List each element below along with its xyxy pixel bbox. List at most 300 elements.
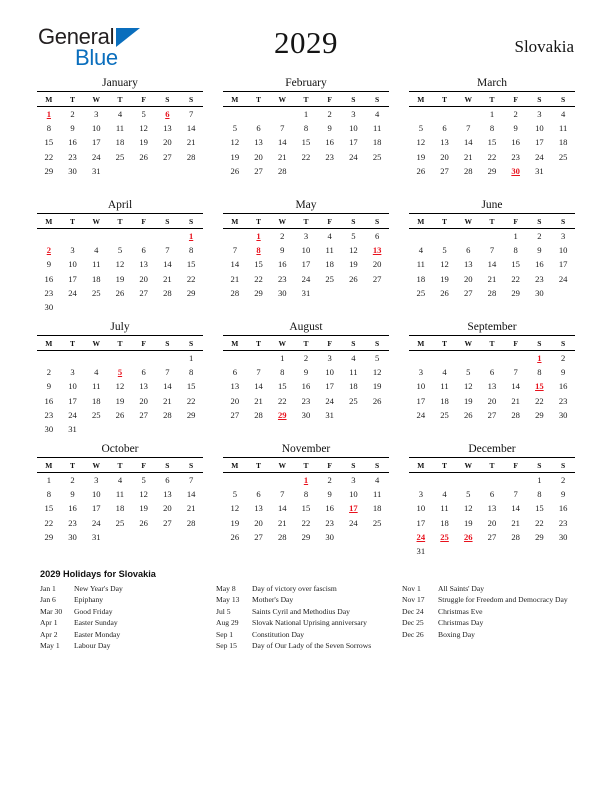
day-cell[interactable]: 10 <box>558 245 568 256</box>
day-cell[interactable]: 9 <box>537 245 542 256</box>
day-cell[interactable]: 21 <box>277 151 287 162</box>
day-cell[interactable]: 29 <box>535 409 544 420</box>
day-cell[interactable]: 31 <box>91 165 101 176</box>
day-cell[interactable]: 28 <box>511 531 520 542</box>
day-cell[interactable]: 30 <box>558 409 568 420</box>
day-cell[interactable]: 21 <box>186 137 196 148</box>
day-cell[interactable]: 12 <box>139 489 148 500</box>
day-cell[interactable]: 22 <box>44 151 54 162</box>
day-cell[interactable]: 4 <box>351 353 356 363</box>
day-cell-holiday[interactable]: 5 <box>117 367 123 378</box>
day-cell[interactable]: 7 <box>489 245 495 256</box>
day-cell[interactable]: 8 <box>280 367 285 378</box>
day-cell[interactable]: 16 <box>44 273 54 284</box>
day-cell[interactable]: 28 <box>186 151 196 162</box>
day-cell[interactable]: 17 <box>68 273 77 284</box>
day-cell[interactable]: 30 <box>68 165 77 176</box>
day-cell[interactable]: 6 <box>232 367 237 378</box>
day-cell[interactable]: 30 <box>68 531 77 542</box>
day-cell[interactable]: 27 <box>139 409 148 420</box>
day-cell[interactable]: 27 <box>139 287 148 298</box>
day-cell[interactable]: 13 <box>139 381 148 392</box>
day-cell[interactable]: 27 <box>372 273 382 284</box>
day-cell[interactable]: 15 <box>277 381 287 392</box>
day-cell[interactable]: 2 <box>280 231 285 241</box>
day-cell[interactable]: 4 <box>418 245 423 256</box>
day-cell[interactable]: 18 <box>115 137 125 148</box>
day-cell[interactable]: 16 <box>535 259 544 270</box>
day-cell[interactable]: 2 <box>327 475 332 485</box>
day-cell[interactable]: 2 <box>560 353 566 363</box>
day-cell[interactable]: 17 <box>416 395 426 406</box>
day-cell[interactable]: 3 <box>351 109 356 119</box>
day-cell[interactable]: 12 <box>463 381 473 392</box>
day-cell[interactable]: 10 <box>416 381 426 392</box>
day-cell[interactable]: 12 <box>349 245 358 256</box>
day-cell[interactable]: 19 <box>416 151 426 162</box>
day-cell[interactable]: 21 <box>277 517 287 528</box>
day-cell[interactable]: 26 <box>139 151 148 162</box>
day-cell-holiday[interactable]: 13 <box>372 245 382 256</box>
day-cell[interactable]: 18 <box>325 259 334 270</box>
day-cell[interactable]: 9 <box>70 123 75 134</box>
day-cell[interactable]: 13 <box>163 123 172 134</box>
day-cell[interactable]: 5 <box>351 231 356 241</box>
day-cell[interactable]: 2 <box>327 109 332 119</box>
day-cell[interactable]: 13 <box>440 137 449 148</box>
day-cell[interactable]: 6 <box>489 489 495 500</box>
day-cell[interactable]: 16 <box>68 137 77 148</box>
day-cell[interactable]: 18 <box>349 381 358 392</box>
day-cell[interactable]: 23 <box>277 273 287 284</box>
day-cell[interactable]: 3 <box>94 109 99 119</box>
day-cell[interactable]: 11 <box>416 259 425 270</box>
day-cell[interactable]: 26 <box>115 409 125 420</box>
day-cell[interactable]: 28 <box>163 409 172 420</box>
day-cell[interactable]: 19 <box>372 381 382 392</box>
day-cell[interactable]: 31 <box>535 165 544 176</box>
day-cell[interactable]: 9 <box>513 123 518 134</box>
day-cell[interactable]: 11 <box>440 381 449 392</box>
day-cell[interactable]: 11 <box>115 489 125 500</box>
day-cell[interactable]: 30 <box>558 531 568 542</box>
day-cell[interactable]: 19 <box>115 395 125 406</box>
day-cell[interactable]: 30 <box>277 287 287 298</box>
day-cell[interactable]: 28 <box>186 517 196 528</box>
day-cell[interactable]: 7 <box>232 245 237 256</box>
day-cell[interactable]: 13 <box>254 137 263 148</box>
day-cell[interactable]: 29 <box>487 165 497 176</box>
day-cell[interactable]: 15 <box>535 503 544 514</box>
day-cell[interactable]: 3 <box>70 245 75 256</box>
day-cell[interactable]: 20 <box>139 273 148 284</box>
day-cell[interactable]: 23 <box>558 395 568 406</box>
day-cell[interactable]: 15 <box>301 503 311 514</box>
day-cell[interactable]: 7 <box>188 109 194 119</box>
day-cell[interactable]: 28 <box>487 287 497 298</box>
day-cell[interactable]: 1 <box>537 475 542 485</box>
day-cell[interactable]: 14 <box>163 259 172 270</box>
day-cell[interactable]: 20 <box>254 151 263 162</box>
day-cell[interactable]: 10 <box>301 245 311 256</box>
day-cell[interactable]: 2 <box>513 109 518 119</box>
day-cell[interactable]: 24 <box>349 517 358 528</box>
day-cell[interactable]: 5 <box>117 245 123 256</box>
day-cell[interactable]: 24 <box>325 395 334 406</box>
day-cell[interactable]: 2 <box>70 475 75 485</box>
day-cell[interactable]: 2 <box>537 231 542 241</box>
day-cell[interactable]: 25 <box>325 273 334 284</box>
day-cell[interactable]: 24 <box>91 151 101 162</box>
day-cell-holiday[interactable]: 29 <box>277 409 287 420</box>
day-cell[interactable]: 6 <box>256 123 261 134</box>
day-cell[interactable]: 10 <box>91 123 101 134</box>
day-cell[interactable]: 13 <box>487 381 497 392</box>
day-cell[interactable]: 26 <box>372 395 382 406</box>
day-cell[interactable]: 14 <box>511 381 520 392</box>
day-cell[interactable]: 30 <box>44 302 54 313</box>
day-cell[interactable]: 23 <box>511 151 520 162</box>
day-cell-holiday[interactable]: 8 <box>256 245 261 256</box>
day-cell[interactable]: 16 <box>325 503 334 514</box>
day-cell[interactable]: 16 <box>68 503 77 514</box>
day-cell[interactable]: 19 <box>230 517 240 528</box>
day-cell[interactable]: 20 <box>163 503 172 514</box>
day-cell[interactable]: 29 <box>254 287 263 298</box>
day-cell[interactable]: 23 <box>68 517 77 528</box>
day-cell[interactable]: 6 <box>374 231 380 241</box>
day-cell[interactable]: 27 <box>487 531 497 542</box>
day-cell[interactable]: 6 <box>256 489 261 500</box>
day-cell[interactable]: 17 <box>301 259 311 270</box>
day-cell[interactable]: 12 <box>115 259 125 270</box>
day-cell[interactable]: 9 <box>303 367 309 378</box>
day-cell[interactable]: 25 <box>416 287 426 298</box>
day-cell[interactable]: 26 <box>416 165 426 176</box>
day-cell[interactable]: 8 <box>513 245 518 256</box>
day-cell[interactable]: 13 <box>463 259 473 270</box>
day-cell[interactable]: 3 <box>418 367 423 378</box>
day-cell[interactable]: 25 <box>115 517 125 528</box>
day-cell[interactable]: 12 <box>115 381 125 392</box>
day-cell[interactable]: 23 <box>535 273 544 284</box>
day-cell[interactable]: 11 <box>372 489 382 500</box>
day-cell[interactable]: 19 <box>115 273 125 284</box>
day-cell[interactable]: 6 <box>489 367 495 378</box>
day-cell[interactable]: 20 <box>163 137 172 148</box>
day-cell[interactable]: 5 <box>442 245 447 256</box>
day-cell[interactable]: 11 <box>372 123 382 134</box>
day-cell[interactable]: 27 <box>440 165 449 176</box>
day-cell[interactable]: 19 <box>463 395 473 406</box>
day-cell[interactable]: 9 <box>46 259 51 270</box>
day-cell-holiday[interactable]: 1 <box>537 353 542 363</box>
day-cell[interactable]: 6 <box>165 475 170 485</box>
day-cell[interactable]: 11 <box>92 381 101 392</box>
day-cell[interactable]: 25 <box>440 409 449 420</box>
day-cell[interactable]: 12 <box>463 503 473 514</box>
day-cell[interactable]: 2 <box>70 109 75 119</box>
day-cell[interactable]: 15 <box>487 137 497 148</box>
day-cell[interactable]: 29 <box>44 531 54 542</box>
day-cell[interactable]: 22 <box>301 151 311 162</box>
day-cell[interactable]: 4 <box>94 367 99 378</box>
day-cell[interactable]: 29 <box>44 165 54 176</box>
day-cell[interactable]: 26 <box>139 517 148 528</box>
day-cell[interactable]: 27 <box>163 517 172 528</box>
day-cell[interactable]: 23 <box>44 409 54 420</box>
day-cell[interactable]: 25 <box>372 151 382 162</box>
day-cell[interactable]: 20 <box>463 273 473 284</box>
day-cell[interactable]: 18 <box>440 517 449 528</box>
day-cell[interactable]: 14 <box>277 137 287 148</box>
day-cell[interactable]: 14 <box>511 503 520 514</box>
day-cell[interactable]: 31 <box>68 424 77 435</box>
day-cell[interactable]: 18 <box>91 273 101 284</box>
day-cell[interactable]: 19 <box>349 259 358 270</box>
day-cell[interactable]: 28 <box>254 409 263 420</box>
day-cell[interactable]: 6 <box>141 367 146 378</box>
day-cell[interactable]: 8 <box>188 367 194 378</box>
day-cell[interactable]: 23 <box>44 287 54 298</box>
day-cell[interactable]: 10 <box>535 123 544 134</box>
day-cell[interactable]: 15 <box>44 503 54 514</box>
day-cell[interactable]: 1 <box>303 109 309 119</box>
day-cell[interactable]: 5 <box>232 489 237 500</box>
day-cell-holiday[interactable]: 26 <box>463 531 473 542</box>
day-cell[interactable]: 20 <box>487 517 497 528</box>
day-cell[interactable]: 1 <box>513 231 518 241</box>
day-cell[interactable]: 30 <box>535 287 544 298</box>
day-cell[interactable]: 29 <box>301 531 311 542</box>
day-cell[interactable]: 29 <box>535 531 544 542</box>
day-cell[interactable]: 31 <box>91 531 101 542</box>
day-cell[interactable]: 22 <box>535 517 544 528</box>
day-cell[interactable]: 22 <box>301 517 311 528</box>
day-cell[interactable]: 10 <box>68 259 77 270</box>
day-cell[interactable]: 25 <box>91 287 101 298</box>
day-cell[interactable]: 3 <box>303 231 309 241</box>
day-cell-holiday[interactable]: 1 <box>256 231 261 241</box>
day-cell[interactable]: 17 <box>91 137 101 148</box>
day-cell[interactable]: 7 <box>513 367 518 378</box>
day-cell[interactable]: 19 <box>463 517 473 528</box>
day-cell[interactable]: 15 <box>186 381 196 392</box>
day-cell[interactable]: 15 <box>186 259 196 270</box>
day-cell[interactable]: 24 <box>91 517 101 528</box>
day-cell[interactable]: 10 <box>416 503 426 514</box>
day-cell[interactable]: 23 <box>325 151 334 162</box>
day-cell[interactable]: 28 <box>463 165 473 176</box>
day-cell[interactable]: 9 <box>46 381 51 392</box>
day-cell[interactable]: 12 <box>230 503 240 514</box>
day-cell[interactable]: 11 <box>349 367 358 378</box>
day-cell[interactable]: 20 <box>440 151 449 162</box>
day-cell[interactable]: 24 <box>68 287 77 298</box>
day-cell[interactable]: 13 <box>487 503 497 514</box>
day-cell[interactable]: 19 <box>230 151 240 162</box>
day-cell[interactable]: 9 <box>327 489 332 500</box>
day-cell[interactable]: 1 <box>280 353 285 363</box>
day-cell[interactable]: 14 <box>163 381 172 392</box>
day-cell[interactable]: 21 <box>463 151 473 162</box>
day-cell[interactable]: 14 <box>487 259 497 270</box>
day-cell[interactable]: 25 <box>372 517 382 528</box>
day-cell[interactable]: 8 <box>303 489 309 500</box>
day-cell[interactable]: 11 <box>92 259 101 270</box>
day-cell-holiday[interactable]: 17 <box>349 503 358 514</box>
day-cell[interactable]: 15 <box>44 137 54 148</box>
day-cell[interactable]: 20 <box>487 395 497 406</box>
day-cell[interactable]: 18 <box>558 137 568 148</box>
day-cell[interactable]: 17 <box>91 503 101 514</box>
day-cell[interactable]: 4 <box>117 475 123 485</box>
day-cell[interactable]: 2 <box>46 367 51 378</box>
day-cell[interactable]: 3 <box>327 353 332 363</box>
day-cell[interactable]: 6 <box>442 123 447 134</box>
day-cell[interactable]: 4 <box>117 109 123 119</box>
day-cell[interactable]: 6 <box>466 245 471 256</box>
day-cell[interactable]: 25 <box>91 409 101 420</box>
day-cell[interactable]: 24 <box>535 151 544 162</box>
day-cell[interactable]: 15 <box>511 259 520 270</box>
day-cell[interactable]: 16 <box>44 395 54 406</box>
day-cell[interactable]: 27 <box>230 409 240 420</box>
day-cell[interactable]: 12 <box>440 259 449 270</box>
day-cell-holiday[interactable]: 1 <box>46 109 51 119</box>
day-cell[interactable]: 13 <box>230 381 240 392</box>
day-cell[interactable]: 22 <box>487 151 497 162</box>
day-cell[interactable]: 24 <box>349 151 358 162</box>
day-cell[interactable]: 7 <box>165 245 170 256</box>
day-cell[interactable]: 25 <box>115 151 125 162</box>
day-cell[interactable]: 5 <box>418 123 423 134</box>
day-cell[interactable]: 18 <box>416 273 426 284</box>
day-cell[interactable]: 7 <box>280 123 285 134</box>
day-cell[interactable]: 3 <box>418 489 423 500</box>
day-cell[interactable]: 8 <box>46 123 51 134</box>
day-cell[interactable]: 28 <box>511 409 520 420</box>
day-cell[interactable]: 28 <box>277 165 287 176</box>
day-cell[interactable]: 22 <box>277 395 287 406</box>
day-cell[interactable]: 14 <box>230 259 240 270</box>
day-cell[interactable]: 4 <box>374 109 380 119</box>
day-cell[interactable]: 20 <box>372 259 382 270</box>
day-cell[interactable]: 22 <box>254 273 263 284</box>
day-cell[interactable]: 21 <box>186 503 196 514</box>
day-cell[interactable]: 10 <box>349 123 358 134</box>
day-cell[interactable]: 8 <box>188 245 194 256</box>
day-cell[interactable]: 22 <box>186 273 196 284</box>
day-cell[interactable]: 4 <box>327 231 332 241</box>
day-cell[interactable]: 22 <box>511 273 520 284</box>
day-cell[interactable]: 22 <box>186 395 196 406</box>
day-cell[interactable]: 16 <box>558 503 568 514</box>
day-cell[interactable]: 19 <box>139 137 148 148</box>
day-cell[interactable]: 6 <box>141 245 146 256</box>
day-cell[interactable]: 20 <box>139 395 148 406</box>
day-cell[interactable]: 21 <box>511 517 520 528</box>
day-cell[interactable]: 12 <box>230 137 240 148</box>
day-cell[interactable]: 7 <box>280 489 285 500</box>
day-cell[interactable]: 26 <box>115 287 125 298</box>
day-cell[interactable]: 23 <box>558 517 568 528</box>
day-cell[interactable]: 24 <box>416 409 426 420</box>
day-cell[interactable]: 3 <box>351 475 356 485</box>
day-cell[interactable]: 17 <box>68 395 77 406</box>
day-cell[interactable]: 26 <box>230 165 240 176</box>
day-cell[interactable]: 10 <box>349 489 358 500</box>
day-cell[interactable]: 14 <box>277 503 287 514</box>
day-cell[interactable]: 5 <box>466 367 471 378</box>
day-cell[interactable]: 24 <box>301 273 311 284</box>
day-cell[interactable]: 16 <box>301 381 311 392</box>
day-cell[interactable]: 7 <box>188 475 194 485</box>
day-cell[interactable]: 31 <box>301 287 311 298</box>
day-cell[interactable]: 3 <box>94 475 99 485</box>
day-cell[interactable]: 4 <box>374 475 380 485</box>
day-cell[interactable]: 23 <box>325 517 334 528</box>
day-cell[interactable]: 11 <box>558 123 568 134</box>
day-cell[interactable]: 21 <box>487 273 497 284</box>
day-cell[interactable]: 17 <box>325 381 334 392</box>
day-cell[interactable]: 18 <box>115 503 125 514</box>
day-cell[interactable]: 19 <box>440 273 449 284</box>
day-cell[interactable]: 12 <box>139 123 148 134</box>
day-cell[interactable]: 14 <box>186 123 196 134</box>
day-cell[interactable]: 10 <box>91 489 101 500</box>
day-cell[interactable]: 13 <box>254 503 263 514</box>
day-cell[interactable]: 27 <box>254 531 263 542</box>
day-cell-holiday[interactable]: 1 <box>303 475 309 485</box>
day-cell[interactable]: 9 <box>70 489 75 500</box>
day-cell[interactable]: 16 <box>558 381 568 392</box>
day-cell[interactable]: 5 <box>232 123 237 134</box>
day-cell[interactable]: 10 <box>68 381 77 392</box>
day-cell[interactable]: 1 <box>188 353 194 363</box>
day-cell[interactable]: 8 <box>537 367 542 378</box>
day-cell[interactable]: 9 <box>327 123 332 134</box>
day-cell[interactable]: 22 <box>44 517 54 528</box>
day-cell[interactable]: 17 <box>349 137 358 148</box>
day-cell[interactable]: 4 <box>560 109 566 119</box>
day-cell[interactable]: 11 <box>440 503 449 514</box>
day-cell[interactable]: 9 <box>280 245 285 256</box>
day-cell[interactable]: 20 <box>254 517 263 528</box>
day-cell[interactable]: 17 <box>416 517 426 528</box>
day-cell[interactable]: 16 <box>277 259 287 270</box>
day-cell[interactable]: 3 <box>537 109 542 119</box>
day-cell[interactable]: 5 <box>466 489 471 500</box>
day-cell[interactable]: 7 <box>256 367 261 378</box>
day-cell[interactable]: 17 <box>535 137 544 148</box>
day-cell[interactable]: 29 <box>186 409 196 420</box>
day-cell[interactable]: 8 <box>46 489 51 500</box>
day-cell[interactable]: 27 <box>163 151 172 162</box>
day-cell[interactable]: 22 <box>535 395 544 406</box>
day-cell-holiday[interactable]: 2 <box>46 245 51 256</box>
day-cell[interactable]: 26 <box>463 409 473 420</box>
day-cell[interactable]: 25 <box>558 151 568 162</box>
day-cell[interactable]: 5 <box>141 109 146 119</box>
day-cell[interactable]: 13 <box>163 489 172 500</box>
day-cell[interactable]: 29 <box>186 287 196 298</box>
day-cell[interactable]: 4 <box>94 245 99 256</box>
day-cell[interactable]: 2 <box>560 475 566 485</box>
day-cell[interactable]: 26 <box>349 273 358 284</box>
day-cell[interactable]: 16 <box>325 137 334 148</box>
day-cell[interactable]: 18 <box>372 137 382 148</box>
